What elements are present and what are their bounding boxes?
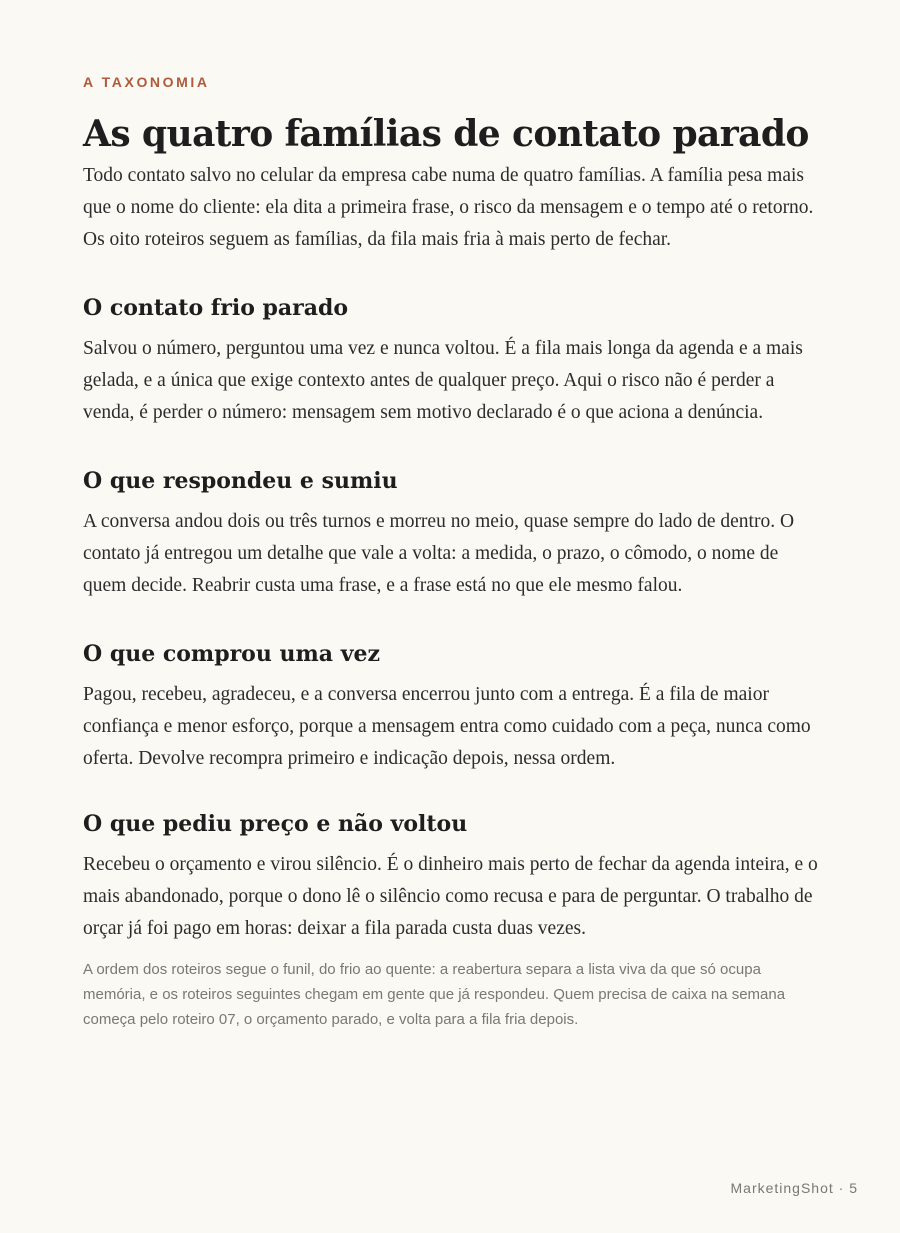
page-title: As quatro famílias de contato parado — [83, 113, 809, 155]
section-heading: O que respondeu e sumiu — [83, 468, 398, 494]
section-asked-price — [83, 809, 823, 945]
section-paragraph: Pagou, recebeu, agradeceu, e a conversa encerrou junto com a entrega. É a fila de maior confiança e menor esforço, porque a mensagem entra como cuidado com a peça, nunca como oferta. Devolve recompra primeiro e indicação depois, nessa ordem. — [83, 684, 811, 769]
footnote: A ordem dos roteiros segue o funil, do frio ao quente: a reabertura separa a lista viva da que só ocupa memória, e os roteiros seguintes chegam em gente que já respondeu. Quem precisa de caixa na semana começa pelo roteiro 07, o orçamento parado, e volta para a fila fria depois. — [83, 961, 786, 1028]
section-heading: O contato frio parado — [83, 295, 349, 321]
section-replied-vanished — [83, 466, 823, 602]
section-paragraph: Recebeu o orçamento e virou silêncio. É o dinheiro mais perto de fechar da agenda inteira, e o mais abandonado, porque o dono lê o silêncio como recusa e para de perguntar. O trabalho de orçar já foi pago em horas: deixar a fila parada custa duas vezes. — [83, 854, 818, 939]
section-paragraph: A conversa andou dois ou três turnos e morreu no meio, quase sempre do lado de dentro. O contato já entregou um detalhe que vale a volta: a medida, o prazo, o cômodo, o nome de quem decide. Reabrir custa uma frase, e a frase está no que ele mesmo falou. — [83, 511, 795, 596]
section-cold-contact — [83, 293, 823, 429]
section-heading: O que pediu preço e não voltou — [83, 811, 468, 837]
section-bought-once — [83, 639, 823, 775]
section-paragraph: Salvou o número, perguntou uma vez e nunca voltou. É a fila mais longa da agenda e a mais gelada, e a única que exige contexto antes de qualquer preço. Aqui o risco não é perder a venda, é perder o número: mensagem sem motivo declarado é o que aciona a denúncia. — [83, 338, 803, 423]
page-content — [83, 72, 823, 1032]
page-footer: MarketingShot · 5 — [730, 1180, 858, 1196]
section-eyebrow: A TAXONOMIA — [83, 74, 210, 90]
section-heading: O que comprou uma vez — [83, 641, 380, 667]
intro-paragraph: Todo contato salvo no celular da empresa cabe numa de quatro famílias. A família pesa mais que o nome do cliente: ela dita a primeira frase, o risco da mensagem e o tempo até o retorno. Os oito roteiros seguem as famílias, da fila mais fria à mais perto de fechar. — [83, 165, 814, 250]
